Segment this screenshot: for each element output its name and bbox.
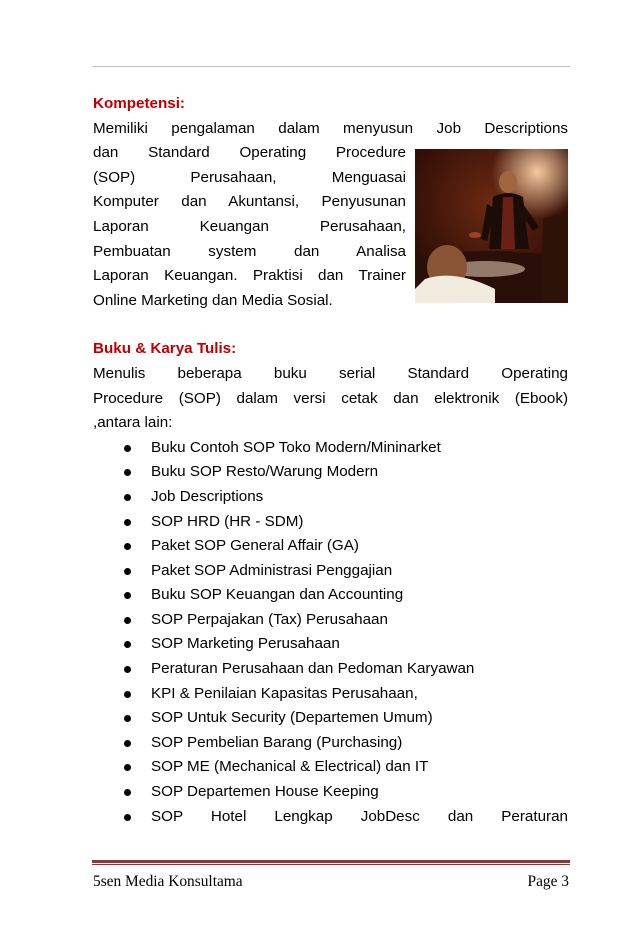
bullet-icon (124, 519, 131, 526)
footer-rule-thin (92, 864, 570, 865)
bullet-icon (124, 592, 131, 599)
bullet-icon (124, 568, 131, 575)
bullet-icon (124, 494, 131, 501)
kompetensi-line: Memiliki pengalaman dalam menyusun Job Descriptions (93, 119, 568, 137)
buku-intro-line: Menulis beberapa buku serial Standard Operating (93, 364, 568, 382)
kompetensi-line: Pembuatan system dan Analisa (93, 242, 406, 260)
bullet-icon (124, 691, 131, 698)
page-content (93, 92, 568, 829)
list-item: Paket SOP Administrasi Penggajian (93, 559, 568, 584)
kompetensi-line: dan Standard Operating Procedure (93, 144, 406, 162)
bullet-icon (124, 814, 131, 821)
header-rule (92, 66, 570, 67)
bullet-icon (124, 641, 131, 648)
footer-rule (92, 860, 570, 863)
list-item: Job Descriptions (93, 485, 568, 510)
list-item: SOP Marketing Perusahaan (93, 632, 568, 657)
list-item: SOP HRD (HR - SDM) (93, 510, 568, 535)
footer-company: 5sen Media Konsultama (93, 873, 243, 890)
buku-heading: Buku & Karya Tulis: (93, 340, 237, 358)
bullet-icon (124, 789, 131, 796)
list-item: Buku Contoh SOP Toko Modern/Mininarket (93, 436, 568, 461)
page-number: Page 3 (527, 873, 569, 890)
buku-intro-line: Procedure (SOP) dalam versi cetak dan elektronik (Ebook) (93, 389, 568, 407)
kompetensi-line: Komputer dan Akuntansi, Penyusunan (93, 193, 406, 211)
bullet-icon (124, 764, 131, 771)
kompetensi-line: Laporan Keuangan Perusahaan, (93, 217, 406, 235)
list-item: Buku SOP Resto/Warung Modern (93, 460, 568, 485)
list-item: Buku SOP Keuangan dan Accounting (93, 583, 568, 608)
bullet-icon (124, 445, 131, 452)
list-item: SOP ME (Mechanical & Electrical) dan IT (93, 755, 568, 780)
kompetensi-line: Online Marketing dan Media Sosial. (93, 291, 333, 309)
bullet-icon (124, 666, 131, 673)
bullet-icon (124, 740, 131, 747)
list-item: SOP Untuk Security (Departemen Umum) (93, 706, 568, 731)
bullet-icon (124, 543, 131, 550)
list-item: SOP Perpajakan (Tax) Perusahaan (93, 608, 568, 633)
kompetensi-line: Laporan Keuangan. Praktisi dan Trainer (93, 267, 406, 285)
list-item: Paket SOP General Affair (GA) (93, 534, 568, 559)
kompetensi-line: (SOP) Perusahaan, Menguasai (93, 168, 406, 186)
list-item: SOP Departemen House Keeping (93, 780, 568, 805)
bullet-icon (124, 617, 131, 624)
list-item: KPI & Penilaian Kapasitas Perusahaan, (93, 682, 568, 707)
list-item: Peraturan Perusahaan dan Pedoman Karyawan (93, 657, 568, 682)
buku-intro-line: ,antara lain: (93, 414, 173, 432)
list-item: SOP Pembelian Barang (Purchasing) (93, 731, 568, 756)
book-list (93, 436, 568, 830)
page-footer (93, 873, 569, 891)
bullet-icon (124, 469, 131, 476)
kompetensi-heading: Kompetensi: (93, 95, 185, 112)
bullet-icon (124, 715, 131, 722)
list-item: SOP Hotel Lengkap JobDesc dan Peraturan (93, 805, 568, 830)
